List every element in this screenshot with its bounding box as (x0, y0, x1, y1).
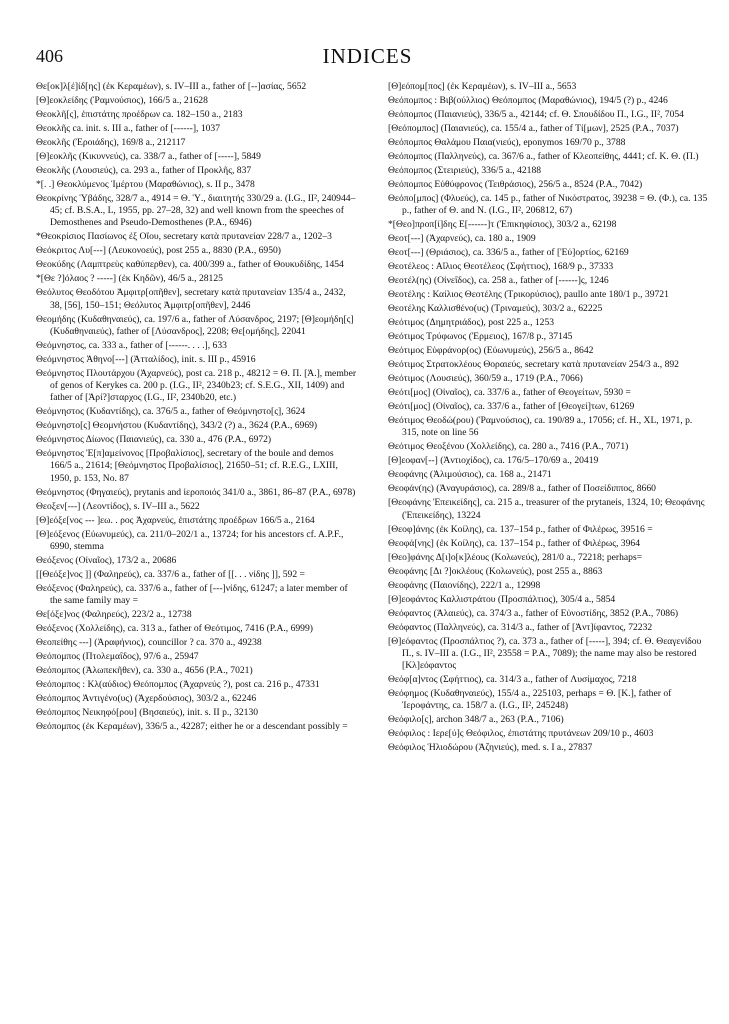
index-entry: Θεόπομπος (Ἀλωπεκῆθεν), ca. 330 a., 4656 (P.A., 7021) (36, 665, 253, 677)
index-entry: Θεόπομπος (Παιανιεύς), 336/5 a., 42144; cf. Θ. Σπουδίδου Π., I.G., II², 7054 (388, 109, 684, 120)
index-entry: Θεότιμος (Δημητριάδος), post 225 a., 1253 (388, 317, 555, 329)
index-entry: Θεοξεν[---] (Λεοντίδος), s. IV–III a., 5622 (36, 500, 200, 512)
index-entry: *[. .] Θεοκλύμενος Ἱμέρτου (Μαραθώνιος), s. II p., 3478 (36, 179, 255, 190)
index-entry: Θεόμνηστος (Φηγαιεύς), prytanis and ἱεροποιός 341/0 a., 3861, 86–87 (P.A., 6978) (36, 486, 356, 498)
index-entry: Θεόξενος (Χολλείδης), ca. 313 a., father of Θεότιμος, 7416 (P.A., 6999) (36, 623, 313, 635)
index-entry: Θεόπομπος : Κλ(αύδιος) Θεόπομπος (Ἀχαρνεύς ?), post ca. 216 p., 47331 (36, 679, 320, 691)
index-entry: Θεόπομπος (Πτολεμαΐδος), 97/6 a., 25947 (36, 651, 199, 663)
index-entry: Θεόμνηστος Ἀθηνο[---] (Ἀτταλίδος), init. s. III p., 45916 (36, 353, 256, 365)
index-entry: Θεομήδης (Κυδαθηναιεύς), ca. 197/6 a., father of Λύσανδρος, 2197; [Θ]εομήδη[ς] (Κυδαθηναιεύς), father of [Λύσανδρος], 2208; Θε[ομήδης], 22041 (36, 313, 354, 337)
index-entry: *Θεοκρίσιος Πασίωνος ἐξ Οἴου, secretary κατὰ πρυτανείαν 228/7 a., 1202–3 (36, 231, 332, 243)
index-entry: Θε[όξε]νος (Φαληρεύς), 223/2 a., 12738 (36, 609, 192, 621)
index-entry: Θεόφαντος (Ἁλαιεύς), ca. 374/3 a., father of Εὐνοστίδης, 3852 (P.A., 7086) (388, 607, 679, 619)
page-title: INDICES (322, 44, 413, 68)
index-entry: Θεοκλῆ[ς], ἐπιστάτης προέδρων ca. 182–150 a., 2183 (36, 109, 243, 120)
index-entry: Θεόπομπος (Στειριεύς), 336/5 a., 42188 (388, 165, 542, 176)
index-entry: Θεοτ[---] (Θριάσιος), ca. 336/5 a., father of [Ἐύ]ορτίος, 62169 (388, 247, 629, 259)
index-entry: Θεόμνηστος Δίωνος (Παιανιεύς), ca. 330 a., 476 (P.A., 6972) (36, 434, 272, 446)
index-entry: *[Θεο]προπ[ί]δης Ε[------]τ (Ἐπικηφίσιος), 303/2 a., 62198 (388, 219, 617, 231)
index-entry: Θεότιμος Εὐφράνορ(ος) (Εὐωνυμεύς), 256/5 a., 8642 (388, 345, 594, 357)
index-entry: Θεόφιλος : Ιερε[ύ]ς Θεόφιλος, ἐπιστάτης πρυτάνεων 209/10 p., 4603 (388, 728, 654, 740)
index-entry: Θεόφιλος Ἡλιοδώρου (Ἀζηνιεύς), med. s. I a., 27837 (388, 742, 593, 754)
index-entry: [Θ]εοφαν[--] (Ἀντιοχίδος), ca. 176/5–170/69 a., 20419 (388, 455, 599, 467)
index-entry: Θεόπομπος (ἐκ Κεραμέων), 336/5 a., 42287; either he or a descendant possibly = (36, 721, 348, 733)
index-entry: Θεόξενος (Οἰναῖος), 173/2 a., 20686 (36, 554, 177, 566)
index-entry: Θεότιμος Θεοδώ(ρου) (Ῥαμνούσιος), ca. 190/89 a., 17056; cf. H., XL, 1971, p. 315, note on line 56 (388, 415, 693, 439)
index-entry: Θεοτέλης : Καίλιος Θεοτέλης (Τρικορύσιος), paullo ante 180/1 p., 39721 (388, 289, 669, 301)
index-entry: [Θ]εόφαντος (Προσπάλτιος ?), ca. 373 a., father of [-----], 394; cf. Θ. Θεαγενίδου Π., s. IV–III a. (I.G., II², 23558 = P.A., 7089); the name may also be restored [Κλ]εόφαντος (388, 635, 702, 672)
index-entry: Θεότι[μος] (Οἰναῖος), ca. 337/6 a., father of [Θεογεί]των, 61269 (388, 401, 635, 413)
index-entry: Θεοφά[νης] (ἐκ Κοίλης), ca. 137–154 p., father of Φιλέρως, 3964 (388, 537, 640, 549)
index-entry: [Θ]εόπομ[πος] (ἐκ Κεραμέων), s. IV–III a., 5653 (388, 81, 577, 92)
index-entry: Θεόμνηστο[ς] Θεομνήστου (Κυδαντίδης), 343/2 (?) a., 3624 (P.A., 6969) (36, 420, 318, 432)
index-entry: [Θεο]φάνης Δ[ι]ο[κ]λέους (Κολωνεύς), 281/0 a., 72218; perhaps= (388, 551, 643, 563)
index-entry: Θεόλυτος Θεοδότου Ἀμφιτρ[οπῆθεν], secretary κατὰ πρυτανείαν 135/4 a., 2432, 38, [56], 150–151; Θεόλυτος Ἀμφιτρ[οπῆθεν], 2446 (36, 287, 346, 311)
index-entry: Θεοφάνης (Παιονίδης), 222/1 a., 12998 (388, 579, 541, 591)
index-entry: [Θεοφάνης Ἐπεικείδης], ca. 215 a., treasurer of the prytaneis, 1324, 10; Θεοφάνης (Ἐπεικείδης), 13224 (388, 497, 705, 521)
index-entry: Θεοκρίνης Ὑβάδης, 328/7 a., 4914 = Θ. Ὑ., διαιτητής 330/29 a. (I.G., II², 240944–45; cf. B.S.A., L, 1955, pp. 27–28, 32) and well known from the speeches of Demosthenes and Pseudo-Demosthenes (P.A., 6946) (36, 193, 356, 229)
index-entry: Θεοφάν(ης) (Ἀναγυράσιος), ca. 289/8 a., father of Ποσείδιππος, 8660 (388, 483, 656, 495)
index-column-left (36, 81, 357, 735)
index-entry: Θεοφάνης [Δι ?]οκλέους (Κολωνεύς), post 255 a., 8863 (388, 565, 603, 577)
index-entry: Θεοτέλεος : Αἴλιος Θεοτέλεος (Σφήττιος), 168/9 p., 37333 (388, 261, 614, 273)
index-entry: Θεόφαντος (Παλληνεύς), ca. 314/3 a., father of [Ἀντ]ίφαντος, 72232 (388, 621, 653, 633)
index-entry: Θεόφημος (Κυδαθηναιεύς), 155/4 a., 225103, perhaps = Θ. [Κ.], father of Ἱεροφάντης, ca. 158/7 a. (I.G., II², 245248) (388, 688, 672, 712)
index-entry: Θεότιμος Θεοξένου (Χολλείδης), ca. 280 a., 7416 (P.A., 7071) (388, 441, 629, 453)
index-entry: Θεόμνηστος Πλουτάρχου (Ἀχαρνεύς), post ca. 218 p., 48212 = Θ. Π. [Ἀ.], member of genos of Kerykes ca. 200 p. (I.G., II², 2340b23; cf. S.E.G., XII, 1409) and father of [Ἀρί?]σταρχος (I.G., II², 2340b20, etc.) (36, 367, 357, 404)
index-entry: Θεοκλῆς (Λουσιεύς), ca. 293 a., father of Προκλῆς, 837 (36, 165, 252, 176)
index-entry: Θεότιμος Τρύφωνος (Ἐρμειος), 167/8 p., 37145 (388, 331, 573, 343)
index-entry: Θεόξενος (Φαληρεύς), ca. 337/6 a., father of [---]νίδης, 61247; a later member of the same family may = (36, 582, 348, 607)
index-entry: Θεόπομπος Εὐθύφρονος (Τειθράσιος), 256/5 a., 8524 (P.A., 7042) (388, 179, 643, 190)
index-entry: [[Θεόξε]νος ]] (Φαληρεύς), ca. 337/6 a., father of [[. . . νίδης ]], 592 = (36, 568, 305, 580)
index-entry: Θεόπομπος Θαλάμου Παια(νιεύς), eponymos 169/70 p., 3788 (388, 137, 626, 148)
index-entry: Θεοφάνης (Ἁλιμούσιος), ca. 168 a., 21471 (388, 469, 552, 481)
index-entry: Θεοκύδης (Λαμπτρεὺς καθύπερθεν), ca. 400/399 a., father of Θουκυδίδης, 1454 (36, 259, 344, 271)
index-entry: [Θ]εόξε[νος --- ]εω. . ρος Ἀχαρνεύς, ἐπιστάτης προέδρων 166/5 a., 2164 (36, 514, 315, 526)
index-entry: Θεόφιλο[ς], archon 348/7 a., 263 (P.A., 7106) (388, 714, 564, 726)
index-entry: Θεόφ[α]ντος (Σφήττιος), ca. 314/3 a., father of Λυσίμαχος, 7218 (388, 674, 637, 686)
index-entry: [Θεοφ]άνης (ἐκ Κοίλης), ca. 137–154 p., father of Φιλέρως, 39516 = (388, 523, 653, 535)
index-entry: Θεόμνηστος, ca. 333 a., father of [------. . . .], 633 (36, 339, 227, 351)
index-entry: [Θ]εοφάντος Καλλιστράτου (Προσπάλτιος), 305/4 a., 5854 (388, 593, 616, 605)
index-entry: Θεοκλῆς ca. init. s. III a., father of [------], 1037 (36, 123, 221, 134)
index-entry: Θεοτέλης Καλλισθένο(υς) (Τριναμεύς), 303/2 a., 62225 (388, 303, 603, 315)
index-entry: Θεοκλῆς (Ἐροιάδης), 169/8 a., 212117 (36, 137, 186, 148)
page-number: 406 (36, 46, 63, 66)
index-entry: Θεοτ[---] (Ἀχαρνεύς), ca. 180 a., 1909 (388, 233, 536, 245)
index-entry: [Θ]εοκλείδης (Ῥαμνούσιος), 166/5 a., 21628 (36, 95, 208, 106)
index-entry: Θεόπομπος Νεικηφό[ρου] (Βησαιεύς), init. s. II p., 32130 (36, 707, 259, 719)
index-entry: Θεόκριτος Λυ[---] (Λευκονοεύς), post 255 a., 8830 (P.A., 6950) (36, 245, 282, 257)
index-entry: Θεόπομπος (Παλληνεύς), ca. 367/6 a., father of Κλεοπείθης, 4441; cf. Κ. Θ. (Π.) (388, 151, 699, 162)
index-entry: Θεόπομπος Ἀντιγένο(υς) (Ἀχερδούσιος), 303/2 a., 62246 (36, 693, 257, 705)
index-entry: Θεότιμος Στρατοκλέους Θοραιεύς, secretary κατὰ πρυτανείαν 254/3 a., 892 (388, 359, 679, 371)
index-entry: Θεότιμος (Λουσιεύς), 360/59 a., 1719 (P.A., 7066) (388, 373, 583, 385)
index-entry: [Θ]εοκλῆς (Κικυννεύς), ca. 338/7 a., father of [-----], 5849 (36, 151, 261, 162)
index-column-right (388, 81, 709, 756)
page-header (36, 44, 699, 72)
index-entry: [Θεόπομπος] (Παιανιεύς), ca. 155/4 a., father of Τί[μων], 2525 (P.A., 7037) (388, 123, 679, 134)
index-entry: Θεόμνηστος (Κυδαντίδης), ca. 376/5 a., father of Θεόμνηστο[ς], 3624 (36, 406, 306, 418)
index-entry: Θεοτέλ(ης) (Οἰνεΐδος), ca. 258 a., father of [------]ς, 1246 (388, 275, 609, 287)
index-entry: Θεότι[μος] (Οἰναῖος), ca. 337/6 a., father of Θεογείτων, 5930 = (388, 387, 631, 399)
index-entry: Θεόπο[μπος] (Φλυεύς), ca. 145 p., father of Νικόστρατος, 39238 = Θ. (Φ.), ca. 135 p., father of Θ. and Ν. (I.G., II², 206812, 67) (388, 193, 708, 217)
index-entry: Θεοπείθης ---] (Ἀραφήνιος), councillor ? ca. 370 a., 49238 (36, 637, 262, 649)
index-entry: Θεόπομπος : Βιβ(ούλλιος) Θεόπομπος (Μαραθώνιος), 194/5 (?) p., 4246 (388, 95, 668, 106)
index-entry: Θε[οκ]λ[έ]ίδ[ης] (ἐκ Κεραμέων), s. IV–III a., father of [--]ασίας, 5652 (36, 81, 307, 92)
index-entry: Θεόμνηστος Ἐ[π]αμείνονος [Προβαλίσιος], secretary of the boule and demos 166/5 a., 21614; [Θεόμνηστος Προβαλίσιος], 21650–51; cf. R.E.G., LXIII, 1950, p. 153, No. 87 (36, 448, 338, 484)
index-entry: [Θ]εόξενος (Εὐωνυμεύς), ca. 211/0–202/1 a., 13724; for his ancestors cf. A.P.F., 6990, stemma (36, 528, 344, 552)
index-entry: *[Θε ?]όλαος ? -----] (ἐκ Κηδῶν), 46/5 a., 28125 (36, 273, 223, 285)
